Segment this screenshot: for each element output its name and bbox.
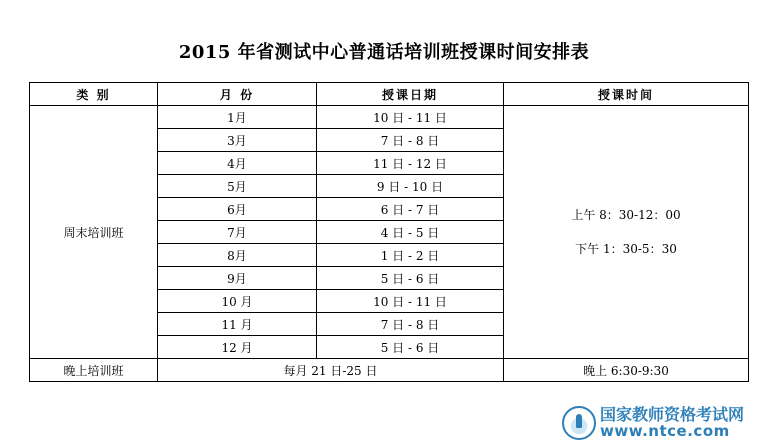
header-month: 月 份 <box>158 83 317 106</box>
date-cell: 1 日 - 2 日 <box>317 244 504 267</box>
date-cell: 5 日 - 6 日 <box>317 267 504 290</box>
evening-category: 晚上培训班 <box>30 359 158 382</box>
date-cell: 4 日 - 5 日 <box>317 221 504 244</box>
table-row <box>30 106 749 129</box>
date-cell: 9 日 - 10 日 <box>317 175 504 198</box>
date-cell: 7 日 - 8 日 <box>317 129 504 152</box>
month-cell: 7月 <box>158 221 317 244</box>
header-date: 授课日期 <box>317 83 504 106</box>
date-cell: 6 日 - 7 日 <box>317 198 504 221</box>
header-row <box>30 83 749 106</box>
evening-row <box>30 359 749 382</box>
month-cell: 12 月 <box>158 336 317 359</box>
watermark <box>562 403 762 443</box>
morning-time: 上午 8：30-12：00 <box>571 208 681 222</box>
date-cell: 11 日 - 12 日 <box>317 152 504 175</box>
page-title: 2015 年省测试中心普通话培训班授课时间安排表 <box>178 42 590 63</box>
afternoon-time: 下午 1：30-5：30 <box>575 242 677 256</box>
weekend-time-cell <box>504 106 749 359</box>
date-cell: 10 日 - 11 日 <box>317 106 504 129</box>
month-cell: 6月 <box>158 198 317 221</box>
month-cell: 1月 <box>158 106 317 129</box>
month-cell: 5月 <box>158 175 317 198</box>
date-cell: 7 日 - 8 日 <box>317 313 504 336</box>
evening-dates: 每月 21 日-25 日 <box>158 359 504 382</box>
watermark-url: www.ntce.com <box>600 421 730 440</box>
watermark-name: 国家教师资格考试网 <box>600 404 745 424</box>
month-cell: 8月 <box>158 244 317 267</box>
exam-logo-icon <box>562 406 596 440</box>
watermark-text <box>600 404 745 440</box>
schedule-table <box>29 82 749 382</box>
month-cell: 9月 <box>158 267 317 290</box>
date-cell: 10 日 - 11 日 <box>317 290 504 313</box>
date-cell: 5 日 - 6 日 <box>317 336 504 359</box>
month-cell: 11 月 <box>158 313 317 336</box>
month-cell: 3月 <box>158 129 317 152</box>
weekend-category: 周末培训班 <box>30 106 158 359</box>
month-cell: 10 月 <box>158 290 317 313</box>
header-time: 授课时间 <box>504 83 749 106</box>
evening-time: 晚上 6:30-9:30 <box>504 359 749 382</box>
header-category: 类 别 <box>30 83 158 106</box>
month-cell: 4月 <box>158 152 317 175</box>
